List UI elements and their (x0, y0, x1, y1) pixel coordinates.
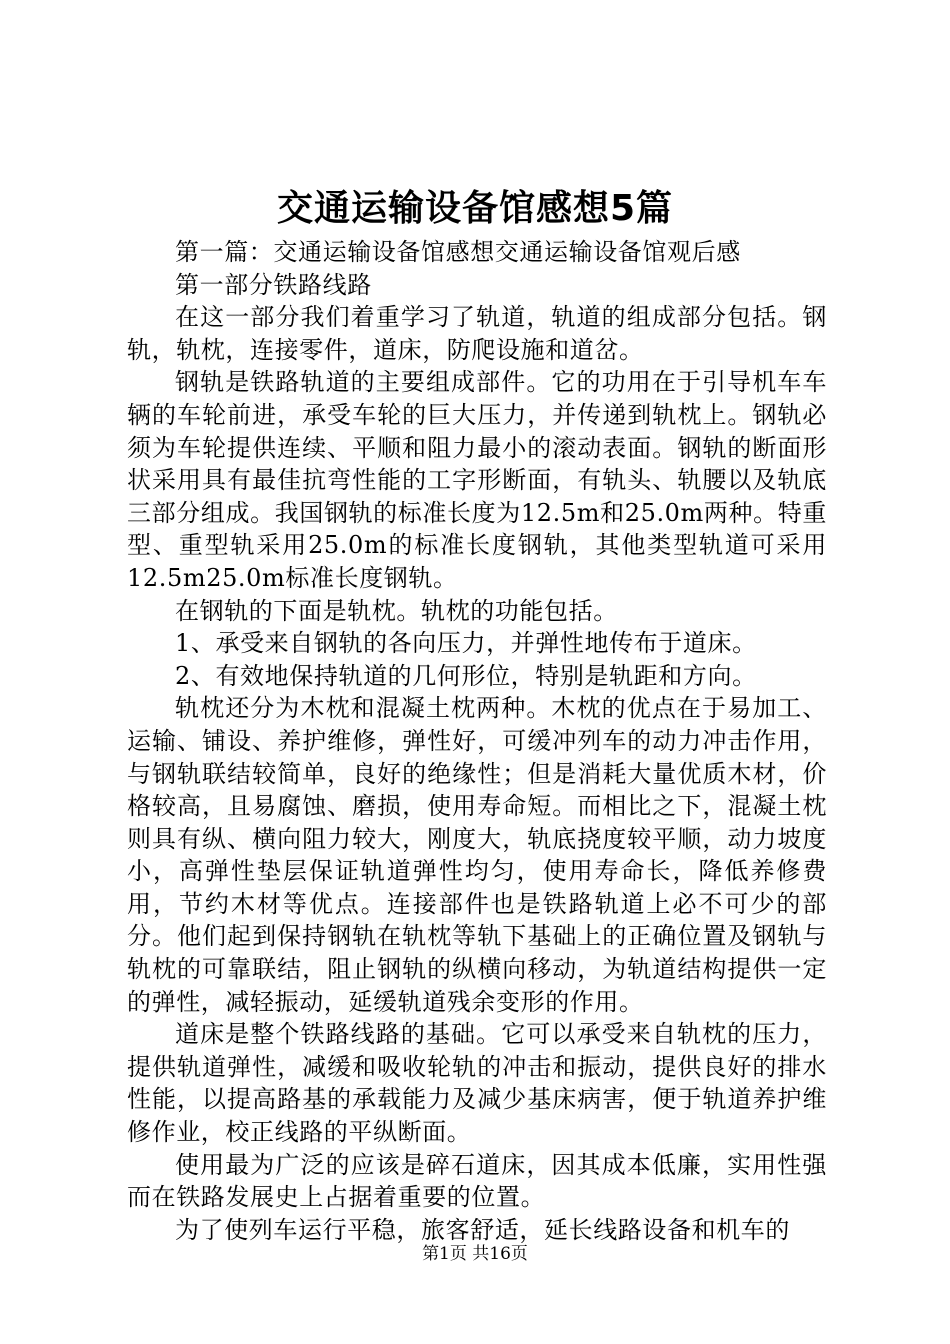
paragraph: 道床是整个铁路线路的基础。它可以承受来自轨枕的压力，提供轨道弹性，减缓和吸收轮轨的冲击和振动，提供良好的排水性能，以提高路基的承载能力及减少基床病害，便于轨道养护维修作业，校正线路的平纵断面。 (127, 1020, 827, 1147)
document-body (127, 236, 827, 1246)
paragraph: 使用最为广泛的应该是碎石道床，因其成本低廉，实用性强而在铁路发展史上占据着重要的位置。 (127, 1150, 827, 1212)
paragraph: 为了使列车运行平稳，旅客舒适，延长线路设备和机车的 (175, 1215, 790, 1244)
paragraph-section-heading: 第一部分铁路线路 (175, 270, 372, 299)
paragraph: 轨枕还分为木枕和混凝土枕两种。木枕的优点在于易加工、运输、铺设、养护维修，弹性好，可缓冲列车的动力冲击作用，与钢轨联结较简单，良好的绝缘性；但是消耗大量优质木材，价格较高，且易腐蚀、磨损，使用寿命短。而相比之下，混凝土枕则具有纵、横向阻力较大，刚度大，轨底挠度较平顺，动力坡度小，高弹性垫层保证轨道弹性均匀，使用寿命长，降低养修费用，节约木材等优点。连接部件也是铁路轨道上必不可少的部分。他们起到保持钢轨在轨枕等轨下基础上的正确位置及钢轨与轨枕的可靠联结，阻止钢轨的纵横向移动，为轨道结构提供一定的弹性，减轻振动，延缓轨道残余变形的作用。 (127, 694, 827, 1016)
document-title: 交通运输设备馆感想5篇 (276, 188, 674, 229)
page-number-footer: 第1页 共16页 (422, 1244, 528, 1264)
list-item: 2、有效地保持轨道的几何形位，特别是轨距和方向。 (175, 661, 757, 690)
paragraph: 在这一部分我们着重学习了轨道，轨道的组成部分包括。钢轨，轨枕，连接零件，道床，防爬设施和道岔。 (127, 303, 827, 364)
list-item: 1、承受来自钢轨的各向压力，并弹性地传布于道床。 (175, 629, 757, 658)
paragraph-part-heading: 第一篇：交通运输设备馆感想交通运输设备馆观后感 (175, 238, 741, 266)
paragraph: 在钢轨的下面是轨枕。轨枕的功能包括。 (175, 596, 618, 625)
paragraph: 钢轨是铁路轨道的主要组成部件。它的功用在于引导机车车辆的车轮前进，承受车轮的巨大压力，并传递到轨枕上。钢轨必须为车轮提供连续、平顺和阻力最小的滚动表面。钢轨的断面形状采用具有最佳抗弯性能的工字形断面，有轨头、轨腰以及轨底三部分组成。我国钢轨的标准长度为12.5m和25.0m两种。特重型、重型轨采用25.0m的标准长度钢轨，其他类型轨道可采用12.5m25.0m标准长度钢轨。 (127, 368, 827, 592)
